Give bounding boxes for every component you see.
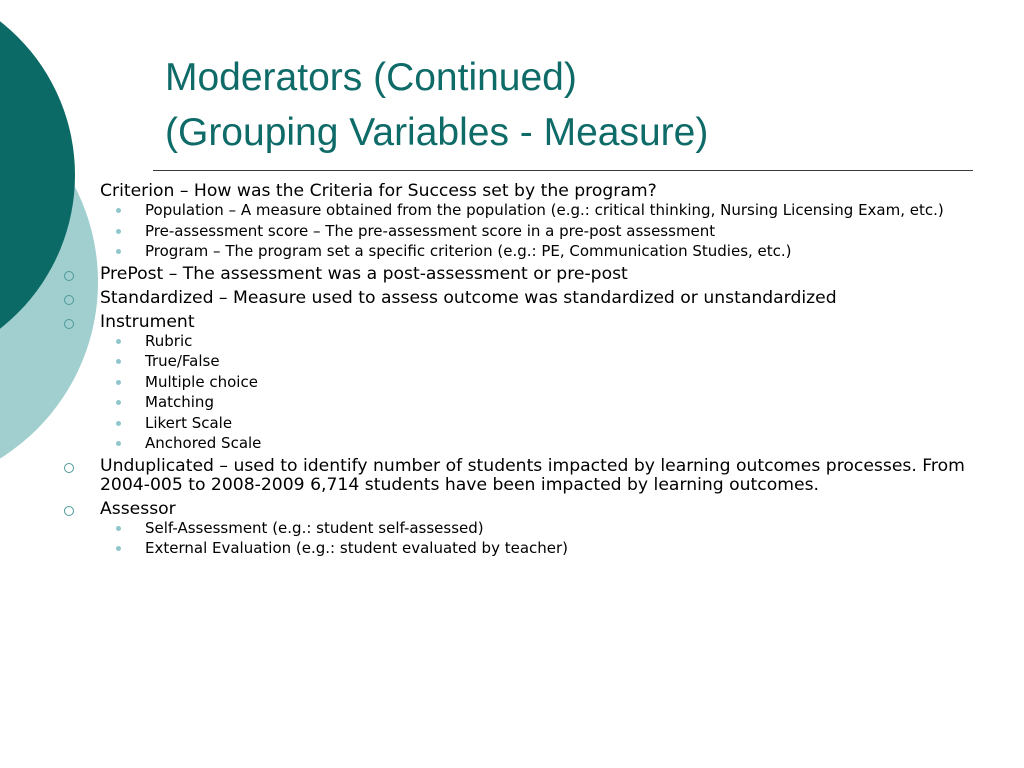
title-line-2: (Grouping Variables - Measure) [165,111,709,154]
sub-bullet-item: Self-Assessment (e.g.: student self-assessed) [145,521,970,536]
sub-bullet-item: True/False [145,354,970,369]
dot-bullet-icon [116,400,121,405]
bullet-list [100,182,970,562]
sub-bullet-item: External Evaluation (e.g.: student evaluated by teacher) [145,541,970,556]
sub-bullet-item: Multiple choice [145,375,970,390]
hollow-circle-bullet-icon [64,295,74,305]
sub-bullet-list [100,331,970,452]
bullet-prepost [100,265,970,284]
dot-bullet-icon [116,380,121,385]
dot-bullet-icon [116,229,121,234]
bullet-text: Standardized – Measure used to assess outcome was standardized or unstandardized [100,287,837,308]
hollow-circle-bullet-icon [64,271,74,281]
hollow-circle-bullet-icon [64,506,74,516]
bullet-criterion [100,182,970,259]
sub-bullet-item: Population – A measure obtained from the population (e.g.: critical thinking, Nursing Licensing Exam, etc.) [145,203,970,218]
bullet-unduplicated [100,457,970,495]
bullet-text: PrePost – The assessment was a post-assessment or pre-post [100,263,628,284]
sub-bullet-list [100,518,970,557]
dot-bullet-icon [116,359,121,364]
dot-bullet-icon [116,546,121,551]
title-line-1: Moderators (Continued) [165,56,577,99]
sub-bullet-item: Pre-assessment score – The pre-assessment score in a pre-post assessment [145,224,970,239]
sub-bullet-item: Likert Scale [145,416,970,431]
hollow-circle-bullet-icon [64,463,74,473]
bullet-assessor [100,500,970,557]
bullet-instrument [100,313,970,452]
dot-bullet-icon [116,208,121,213]
sub-bullet-item: Anchored Scale [145,436,970,451]
bullet-standardized [100,289,970,308]
bullet-text: Unduplicated – used to identify number of students impacted by learning outcomes processes. From 2004-005 to 2008-2009 6,714 students have been impacted by learning outcomes. [100,455,965,495]
dot-bullet-icon [116,441,121,446]
dot-bullet-icon [116,249,121,254]
title-divider [153,170,973,171]
bullet-text: Criterion – How was the Criteria for Success set by the program? [100,181,657,201]
hollow-circle-bullet-icon [64,319,74,329]
slide-title [165,50,985,160]
bullet-text: Assessor [100,498,176,519]
dot-bullet-icon [116,339,121,344]
bullet-text: Instrument [100,311,195,332]
dot-bullet-icon [116,421,121,426]
sub-bullet-item: Rubric [145,334,970,349]
sub-bullet-list [100,203,970,259]
sub-bullet-item: Matching [145,395,970,410]
dot-bullet-icon [116,526,121,531]
sub-bullet-item: Program – The program set a specific criterion (e.g.: PE, Communication Studies, etc.) [145,244,970,259]
